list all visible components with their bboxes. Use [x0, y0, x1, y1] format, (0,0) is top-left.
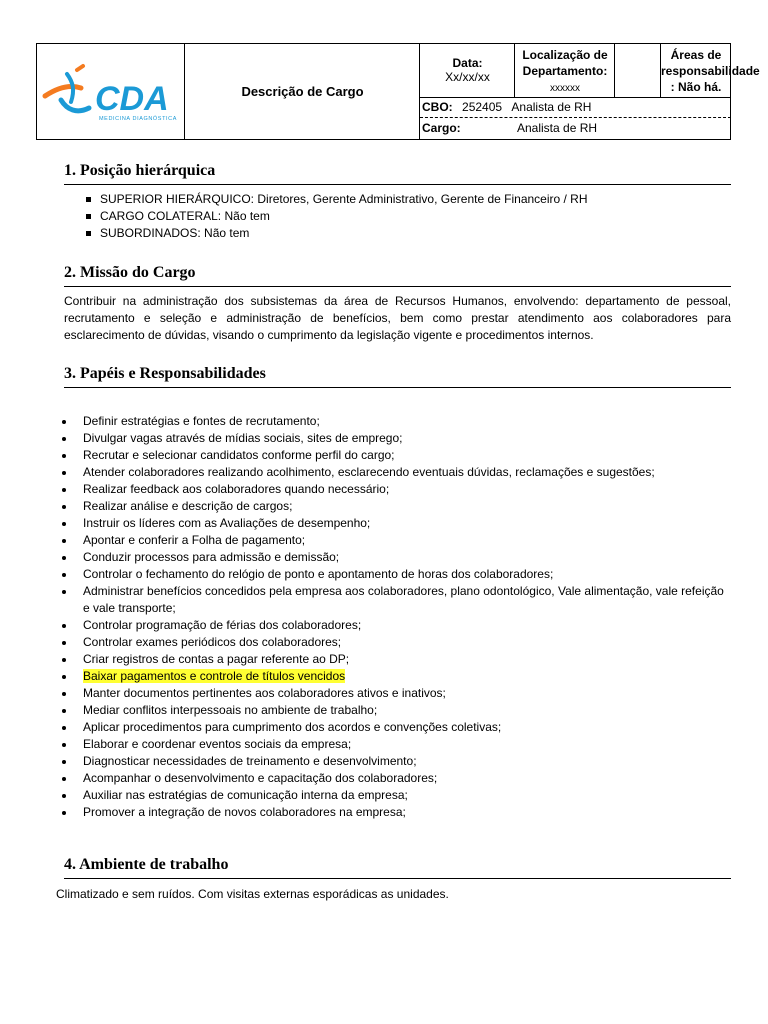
header-table [36, 43, 760, 140]
areas-line-2: responsabilidade [661, 64, 760, 78]
list-item: Definir estratégias e fontes de recrutamento; [62, 413, 732, 430]
mission-text: Contribuir na administração dos subsistemas da área de Recursos Humanos, envolvendo: departamento de pessoal, recrutamento e seleção e administração de benefícios, bem como prestar atendimento aos colaboradores para esclarecimento de dúvidas, visando o cumprimento da legislação vigente e procedimentos internos. [64, 294, 731, 342]
list-item: Recrutar e selecionar candidatos conforme perfil do cargo; [62, 447, 732, 464]
document-title: Descrição de Cargo [241, 84, 364, 99]
list-item: Atender colaboradores realizando acolhimento, esclarecendo eventuais dúvidas, reclamações e sugestões; [62, 464, 732, 481]
list-item: Realizar análise e descrição de cargos; [62, 498, 732, 515]
section-4-title: 4. Ambiente de trabalho [64, 856, 229, 873]
cbo-code: 252405 [462, 100, 503, 114]
hierarchy-list [84, 191, 588, 242]
date-value: Xx/xx/xx [445, 70, 490, 84]
list-item: Administrar benefícios concedidos pela empresa aos colaboradores, plano odontológico, Vale alimentação, vale refeição e vale transporte; [62, 583, 732, 617]
location-field [515, 44, 615, 97]
list-item: Promover a integração de novos colaboradores na empresa; [62, 804, 732, 821]
cbo-label: CBO: [422, 100, 453, 114]
list-item: Instruir os líderes com as Avaliações de desempenho; [62, 515, 732, 532]
areas-line-3: : Não há. [670, 80, 722, 94]
list-item: CARGO COLATERAL: Não tem [84, 208, 588, 225]
date-field [420, 44, 515, 97]
list-item: Criar registros de contas a pagar referente ao DP; [62, 651, 732, 668]
list-item: Auxiliar nas estratégias de comunicação interna da empresa; [62, 787, 732, 804]
section-2-title: 2. Missão do Cargo [64, 264, 196, 281]
cda-logo-icon [37, 44, 185, 139]
list-item: Controlar exames periódicos dos colaboradores; [62, 634, 732, 651]
logo-subtitle: MEDICINA DIAGNÓSTICA [99, 116, 178, 122]
list-item: Diagnosticar necessidades de treinamento e desenvolvimento; [62, 753, 732, 770]
list-item: Controlar o fechamento do relógio de ponto e apontamento de horas dos colaboradores; [62, 566, 732, 583]
list-item: SUPERIOR HIERÁRQUICO: Diretores, Gerente Administrativo, Gerente de Financeiro / RH [84, 191, 588, 208]
cargo-label: Cargo: [422, 121, 461, 135]
section-3-title: 3. Papéis e Responsabilidades [64, 365, 266, 382]
list-item: Baixar pagamentos e controle de títulos vencidos [62, 668, 732, 685]
list-item: Conduzir processos para admissão e demissão; [62, 549, 732, 566]
list-item: Elaborar e coordenar eventos sociais da empresa; [62, 736, 732, 753]
cargo-row [420, 118, 731, 139]
logo [37, 44, 185, 139]
list-item: Acompanhar o desenvolvimento e capacitação dos colaboradores; [62, 770, 732, 787]
list-item: SUBORDINADOS: Não tem [84, 225, 588, 242]
date-label: Data: [452, 56, 483, 70]
logo-wordmark: CDA [95, 80, 169, 118]
cbo-row [420, 97, 731, 117]
section-1-title: 1. Posição hierárquica [64, 162, 216, 179]
responsibility-areas [661, 44, 760, 97]
list-item: Manter documentos pertinentes aos colaboradores ativos e inativos; [62, 685, 732, 702]
areas-line-1: Áreas de [670, 48, 722, 62]
cargo-value: Analista de RH [517, 121, 598, 135]
environment-text: Climatizado e sem ruídos. Com visitas externas esporádicas as unidades. [56, 887, 449, 901]
list-item: Mediar conflitos interpessoais no ambiente de trabalho; [62, 702, 732, 719]
location-value: xxxxxx [550, 83, 580, 94]
list-item: Divulgar vagas através de mídias sociais, sites de emprego; [62, 430, 732, 447]
list-item: Aplicar procedimentos para cumprimento dos acordos e convenções coletivas; [62, 719, 732, 736]
list-item: Realizar feedback aos colaboradores quando necessário; [62, 481, 732, 498]
responsibilities-list [62, 413, 732, 821]
cbo-value: Analista de RH [511, 100, 592, 114]
location-label-1: Localização de [522, 48, 608, 62]
list-item: Apontar e conferir a Folha de pagamento; [62, 532, 732, 549]
list-item: Controlar programação de férias dos colaboradores; [62, 617, 732, 634]
location-label-2: Departamento: [522, 64, 608, 78]
